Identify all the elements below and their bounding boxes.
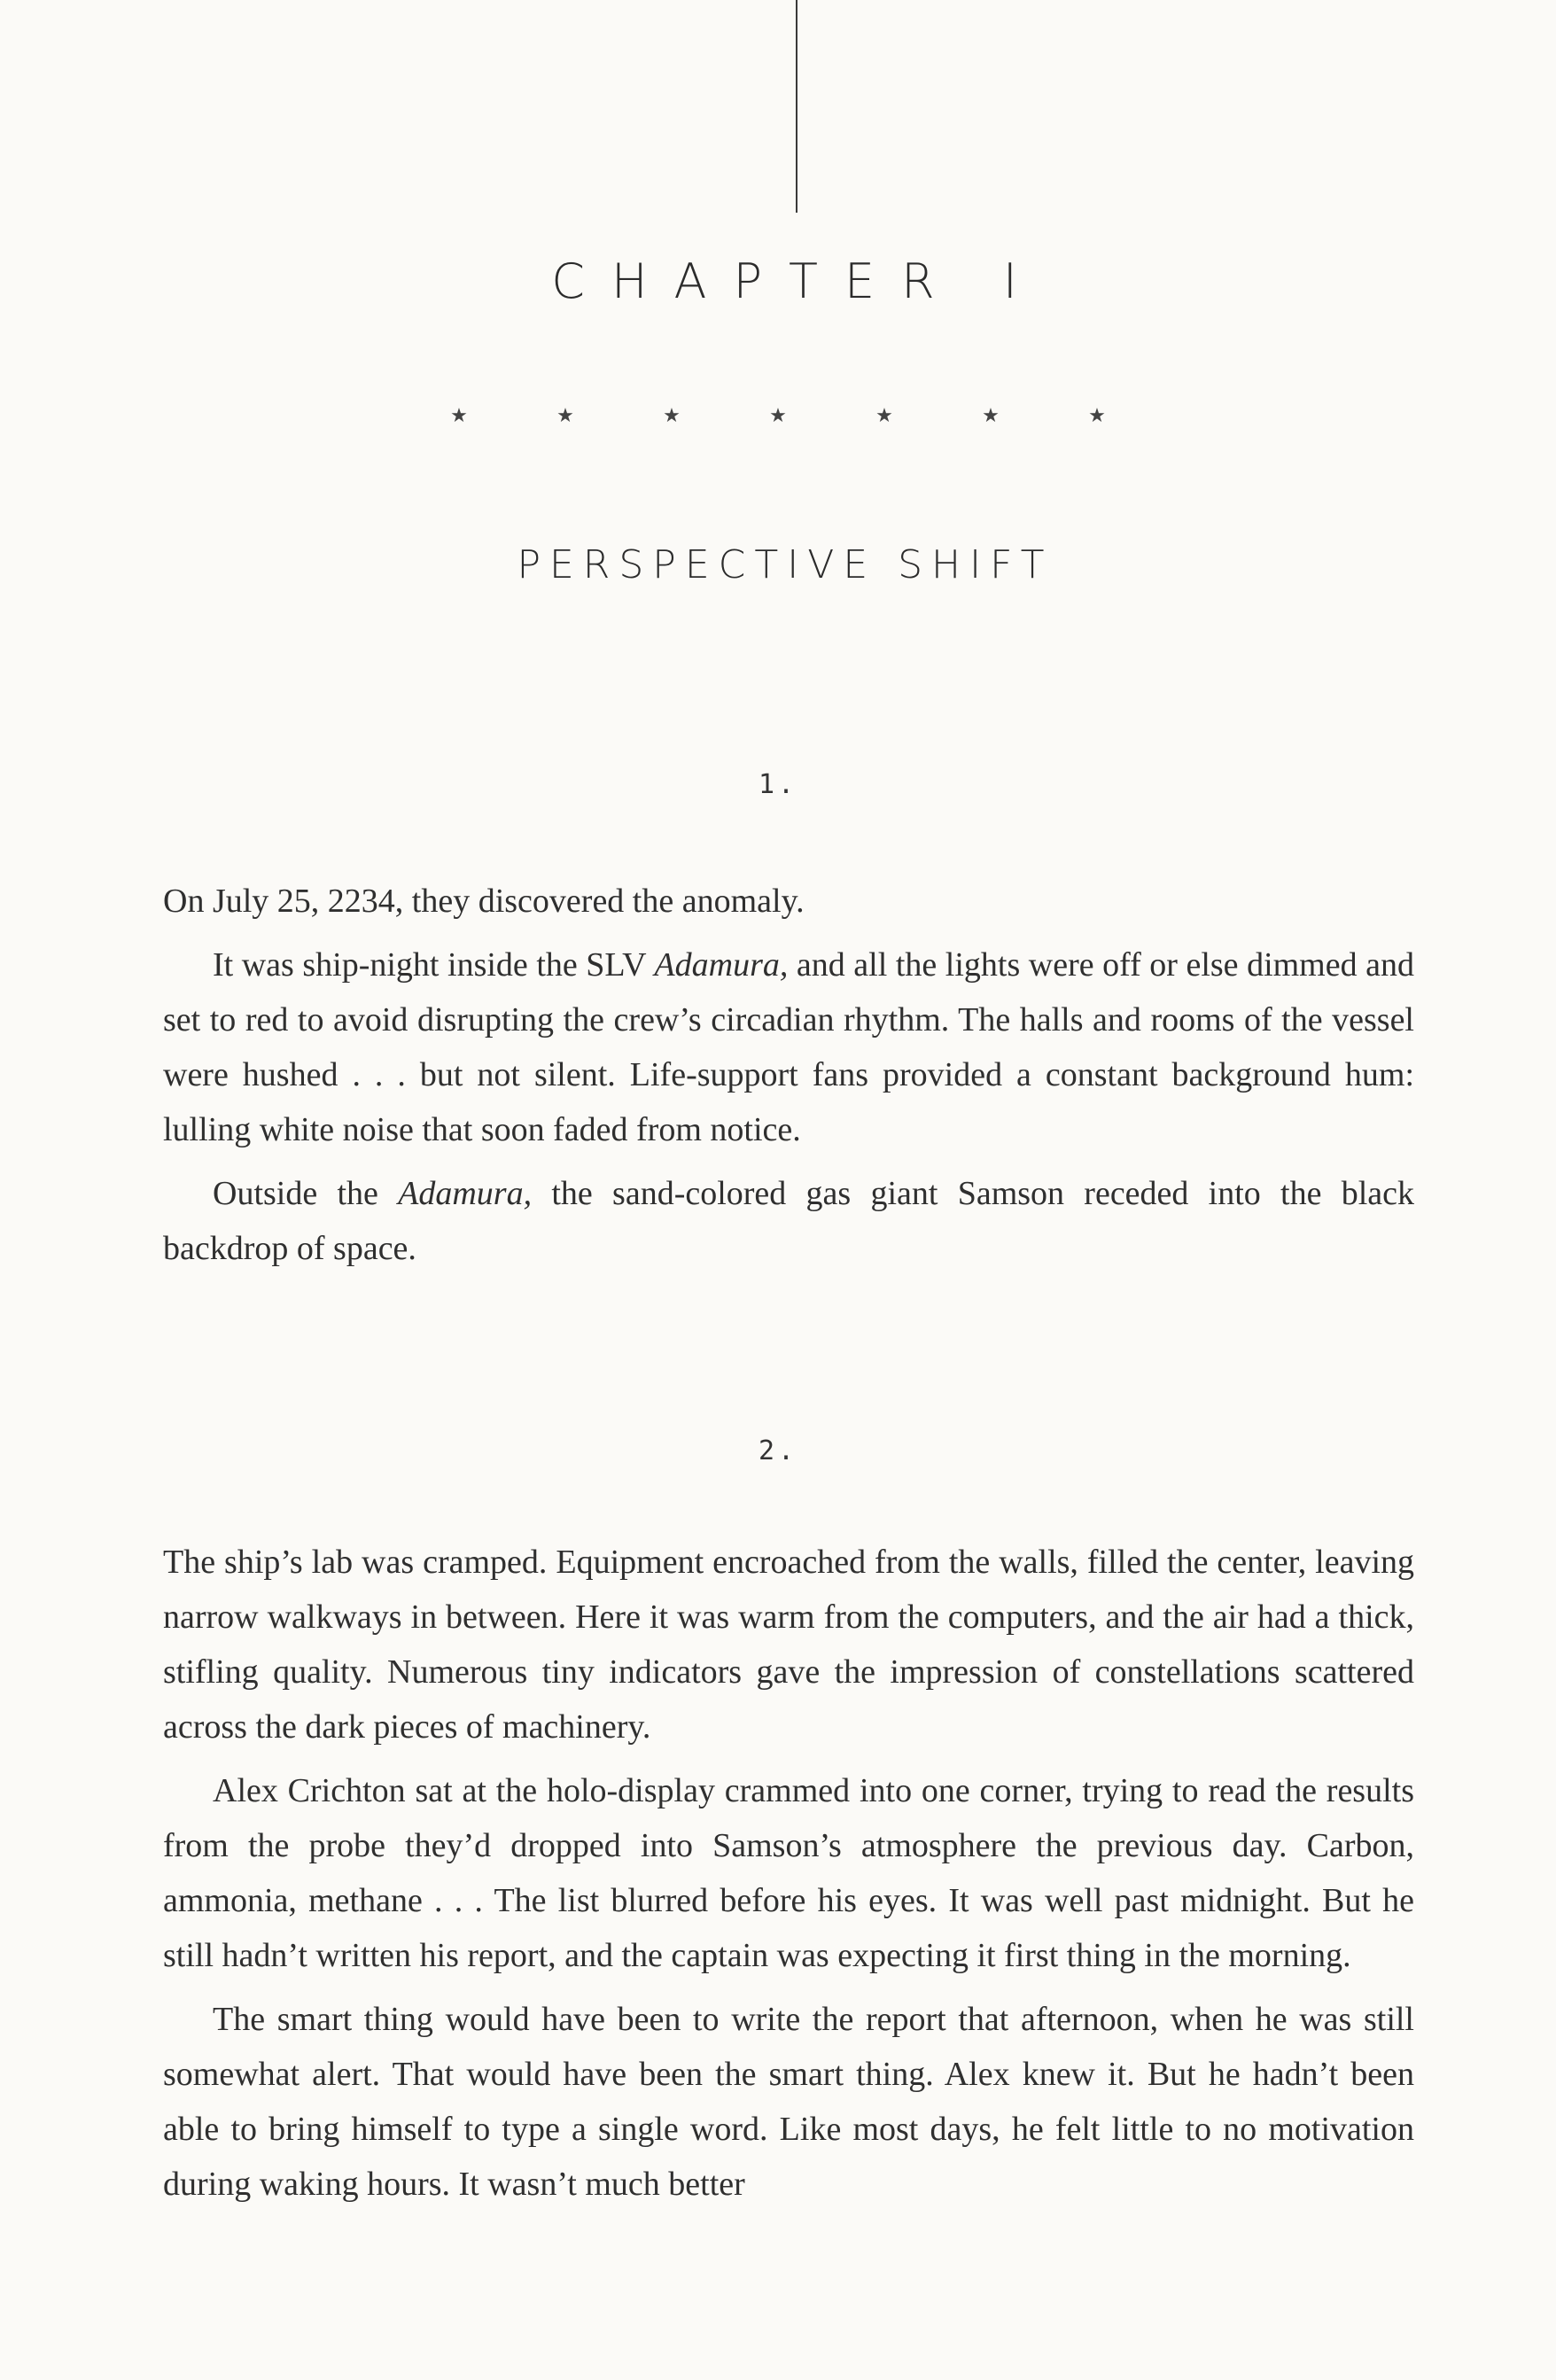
paragraph — [163, 937, 1414, 1157]
ornament-star-icon: ★ — [769, 404, 787, 426]
paragraph-text: Alex Crichton sat at the holo-display crammed into one corner, trying to read the results from the probe they’d dropped into Samson’s atmosphere the previous day. Carbon, ammonia, methane . . . The list blurred before his eyes. It was well past midnight. But he still hadn’t written his report, and the captain was expecting it first thing in the morning. — [163, 1772, 1414, 1974]
ornament-star-icon: ★ — [663, 404, 681, 426]
paragraph-text: On July 25, 2234, they discovered the anomaly. — [163, 883, 805, 920]
paragraph — [163, 1992, 1414, 2212]
chapter-title: PERSPECTIVE SHIFT — [517, 542, 1054, 587]
paragraph — [163, 1763, 1414, 1983]
ornament-star-icon: ★ — [982, 404, 1000, 426]
section-body — [163, 874, 1414, 1285]
ornament-row — [0, 404, 1556, 427]
ship-name: Adamura, — [654, 946, 789, 984]
paragraph-text: and all the lights were off or else dimmed and set to red to avoid disrupting the crew’s circadian rhythm. The halls and rooms of the vessel were hushed . . . but not silent. Life-support fans provided a constant background hum: lulling white noise that soon faded from notice. — [163, 946, 1414, 1148]
section-body — [163, 1535, 1414, 2221]
paragraph — [163, 1166, 1414, 1276]
paragraph-text: Outside the — [213, 1175, 399, 1212]
paragraph-text: the sand-colored gas giant Samson receded into the black backdrop of space. — [163, 1175, 1415, 1267]
paragraph-text: The smart thing would have been to write the report that afternoon, when he was still somewhat alert. That would have been the smart thing. Alex knew it. But he hadn’t been able to bring himself to type a single word. Like most days, he felt little to no motivation during waking hours. It wasn’t much better — [163, 2001, 1414, 2203]
top-vertical-rule — [796, 0, 797, 213]
section-number: 2. — [758, 1435, 798, 1466]
ornament-star-icon: ★ — [875, 404, 893, 426]
ship-name: Adamura, — [398, 1175, 533, 1212]
paragraph — [163, 1535, 1414, 1754]
section-number: 1. — [758, 769, 798, 800]
paragraph-text: It was ship-night inside the SLV — [213, 946, 655, 984]
ornament-star-icon: ★ — [450, 404, 468, 426]
paragraph-text: The ship’s lab was cramped. Equipment encroached from the walls, filled the center, leaving narrow walkways in between. Here it was warm from the computers, and the air had a thick, stifling quality. Numerous tiny indicators gave the impression of constellations scattered across the dark pieces of machinery. — [163, 1544, 1414, 1746]
paragraph — [163, 874, 1414, 929]
chapter-label: CHAPTER I — [551, 253, 1044, 309]
ornament-star-icon: ★ — [556, 404, 574, 426]
ornament-star-icon: ★ — [1088, 404, 1106, 426]
